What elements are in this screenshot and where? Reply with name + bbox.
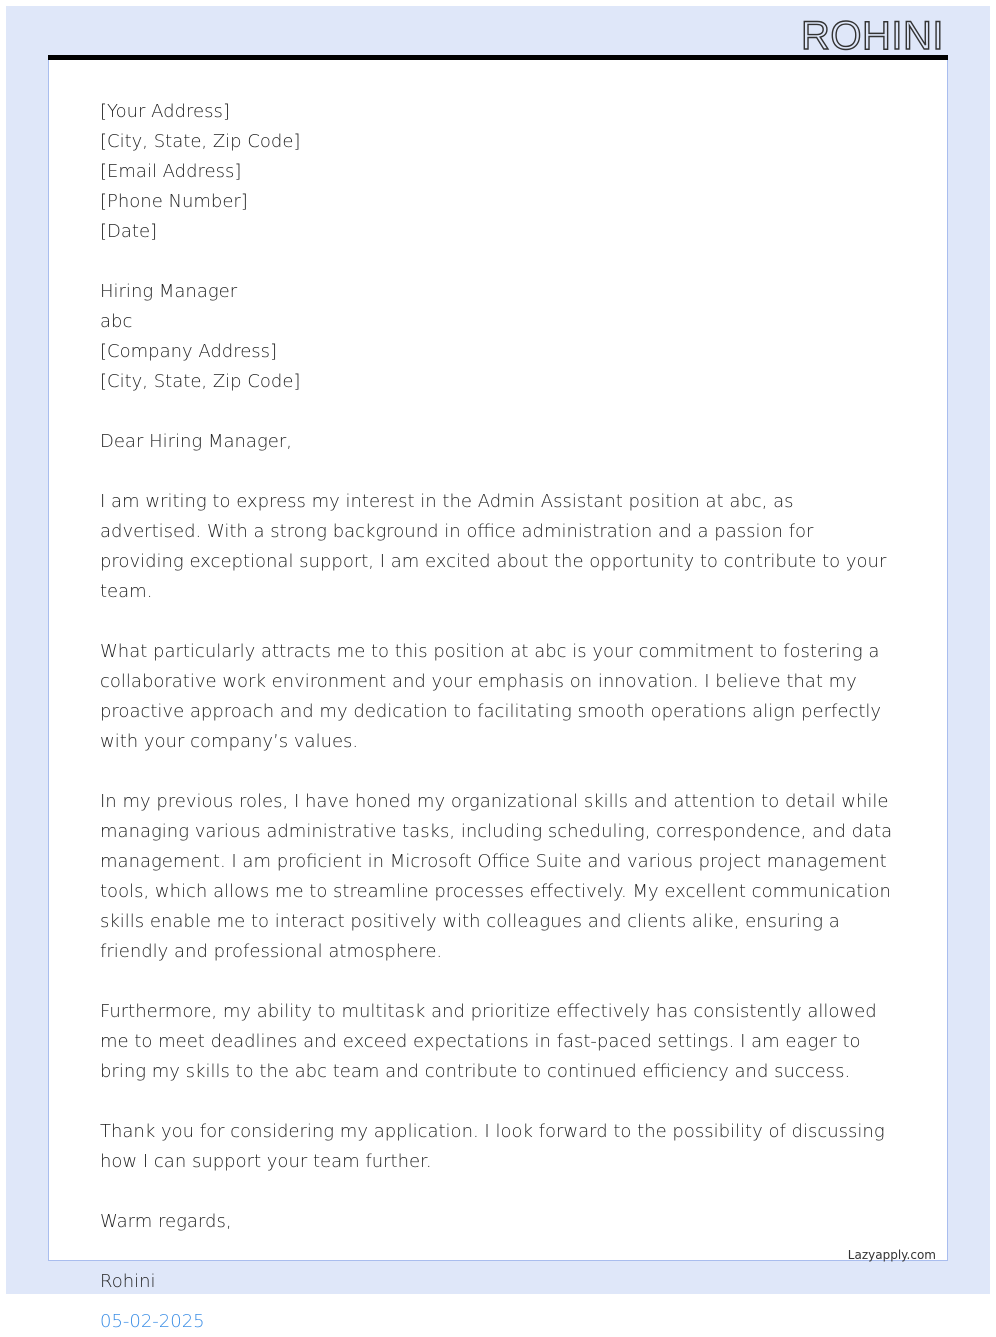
spacer [100,1237,900,1267]
sender-date: [Date] [100,221,158,242]
paragraph-experience: In my previous roles, I have honed my organizational skills and attention to detail while managing various administrative tasks, including scheduling, correspondence, and data management. I am proficient in Microsoft Office Suite and various project management tools, which allows me to streamline processes effectively. My excellent communication skills enable me to interact positively with colleagues and clients alike, ensuring a friendly and professional atmosphere. [100,791,893,962]
spacer [100,607,900,637]
letter-body [100,97,900,1337]
recipient-block [100,277,900,397]
spacer [100,247,900,277]
spacer [100,757,900,787]
closing: Warm regards, [100,1211,232,1232]
recipient-company: abc [100,311,133,332]
signature: Rohini [100,1271,156,1292]
spacer [100,1087,900,1117]
spacer [100,1177,900,1207]
spacer [100,1297,900,1307]
recipient-title: Hiring Manager [100,281,238,302]
salutation: Dear Hiring Manager, [100,431,292,452]
recipient-address: [Company Address] [100,341,278,362]
spacer [100,397,900,427]
recipient-city-state-zip: [City, State, Zip Code] [100,371,301,392]
paragraph-motivation: What particularly attracts me to this position at abc is your commitment to fostering a collaborative work environment and your emphasis on innovation. I believe that my proactive approach and my dedication to facilitating smooth operations align perfectly with your company’s values. [100,641,882,752]
sender-phone: [Phone Number] [100,191,248,212]
sender-block [100,97,900,247]
sender-address: [Your Address] [100,101,230,122]
spacer [100,967,900,997]
footer-brand: Lazyapply.com [847,1248,936,1262]
sender-city-state-zip: [City, State, Zip Code] [100,131,301,152]
header-name: ROHINI [801,14,944,58]
paragraph-skills: Furthermore, my ability to multitask and prioritize effectively has consistently allowed me to meet deadlines and exceed expectations in fast-paced settings. I am eager to bring my skills to the abc team and contribute to continued efficiency and success. [100,1001,877,1082]
paragraph-intro: I am writing to express my interest in the Admin Assistant position at abc, as advertised. With a strong background in office administration and a passion for providing exceptional support, I am excited about the opportunity to contribute to your team. [100,491,887,602]
paragraph-thanks: Thank you for considering my application. I look forward to the possibility of discussing how I can support your team further. [100,1121,885,1172]
signed-date: 05-02-2025 [100,1311,205,1332]
spacer [100,457,900,487]
sender-email: [Email Address] [100,161,242,182]
